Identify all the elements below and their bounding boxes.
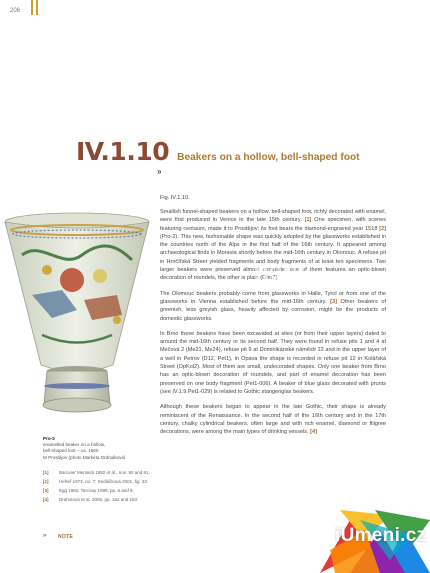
footnote: [2] Heřteľ 1973, no. 7; Sedláčková 2001, fig. 33. — [43, 479, 149, 484]
double-chevron-down-icon[interactable]: » — [157, 167, 162, 176]
footnote: [3] Egg 1962; Tarcsay 1999, pp. 8 and 9. — [43, 488, 134, 493]
section-heading — [76, 137, 360, 166]
citation-link[interactable]: [2] — [379, 225, 386, 232]
figure-caption — [43, 436, 143, 461]
enamelled-beaker-image — [2, 200, 152, 432]
caption-line: enamelled beaker on a hollow, — [43, 442, 106, 448]
caption-line: bell-shaped foot – ca. 1500 — [43, 448, 99, 454]
footnote: [4] Drahotová et al. 2005, pp. 162 and 163. — [43, 497, 139, 502]
caption-line: M Prostějov (photo Markéta Drdnulková) — [43, 454, 126, 460]
caption-id: Pro-2 — [43, 436, 55, 441]
citation-link[interactable]: [3] — [330, 298, 337, 305]
body-text — [160, 208, 386, 443]
footer-note-label: NOTE — [58, 534, 74, 540]
paragraph-1: Smallish funnel-shaped beakers on a hollow, bell-shaped foot, richly decorated with enamel, were first produced in Venice in the late 15th century. [1] One specimen, with scenes featuring centaurs, made it to Prostějov; its foot bears the diamond-engraved year 1518 [2] (Pro-2). This new, fashionable shape was quickly adopted by the glassworks established in the countries north of the Alps in the first half of the 16th century. It appeared among archaeological finds in Moravia shortly before the mid-16th century in Olomouc. A refuse pit in Hrnčířská Street yielded fragments and body fragments of at least ten specimens. Two larger beakers were preserved almost complete; one of them features an optic-blown decoration of roundels, the other is plain (Olm7). — [160, 209, 387, 282]
citation-link[interactable]: [4] — [310, 429, 317, 436]
logo-text: iUmeni.cz — [335, 525, 427, 546]
page-number: 206 — [10, 8, 21, 14]
section-title: Beakers on a hollow, bell-shaped foot — [177, 152, 360, 163]
paragraph-2: The Olomouc beakers probably come from glassworks in Halle, Tyrol or from one of the glassworks in Vienna established before the mid-16th century. [3] Other beakers of greenish, less greyish glass, heavily affected by corrosion, might be the products of domestic glassworks. — [160, 290, 386, 322]
footnotes — [43, 470, 153, 506]
citation-link[interactable]: [1] — [304, 217, 312, 224]
paragraph-4: Although these beakers began to appear in the late Gothic, their shape is already reminiscent of the Renaissance. In the second half of the 16th century and in the 17th century, chalky cylindrical beakers, often large and with rich enamel, diamond or filigree decorations, were among the main types of drinking vessels. [4] — [160, 404, 386, 436]
paragraph-3: In Brno these beakers have been excavated at sites (or from their upper layers) dated to around the mid-16th century or its second half. They were found in refuse pits 1 and 4 at Mečová 2 (Me21, Me24), refuse pit 9 at Dominikánské náměstí 12 and in the upper layer of a well in Petrov (D12, Pet1), in Opava the shape is recorded in refuse pit 12 in Kolářská Street (OpKol2). Most of them are small, undecorated shapes. Only one beaker from Brno has an optic-blown decoration of roundels, and part of enamel decoration has been preserved on one body fragment (Pet1-006). A beaker of blue glass decorated with prunts (see IV.1.9 Pet1-029) is related to Gothic stangenglas beakers. — [160, 330, 386, 395]
watermark: nery — [254, 258, 305, 285]
figure-reference: Fig. IV.1.10. — [160, 195, 190, 201]
section-number: IV.1.10 — [76, 137, 170, 166]
double-arrow-right-icon[interactable]: » — [43, 533, 47, 539]
footnote: [1] Barovier Mentasti 1982 et al., nos. 90 and 91. — [43, 470, 150, 475]
